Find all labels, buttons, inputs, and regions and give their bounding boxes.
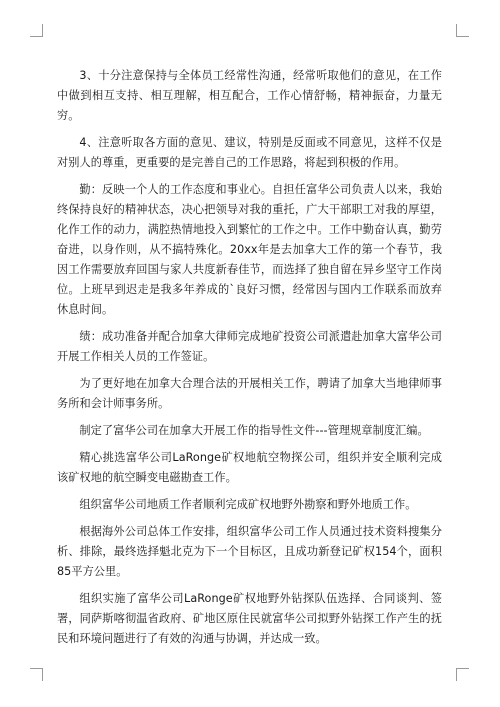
paragraph-airborne-survey: 精心挑选富华公司LaRonge矿权地航空物探公司，组织并安全顺利完成该矿权地的航空瞬变电磁勘查工作。 <box>57 451 442 484</box>
paragraph-diligence: 勤：反映一个人的工作态度和事业心。自担任富华公司负责人以来，我始终保持良好的精神状态，决心把领导对我的重托，广大干部职工对我的厚望，化作工作的动力，满腔热情地投入到繁忙的工作之中。工作中勤奋认真，勤劳奋进，以身作则，从不搞特殊化。20xx年是去加拿大工作的第一个春节，我因工作需要放弃回国与家人共度新春佳节，而选择了独自留在异乡坚守工作岗位。上班早到迟走是我多年养成的`良好习惯，经常因与国内工作联系而放弃休息时间。 <box>57 183 442 316</box>
paragraph-achievements: 绩：成功准备并配合加拿大律师完成地矿投资公司派遣赴加拿大富华公司开展工作相关人员的工作签证。 <box>57 330 442 363</box>
crop-mark-top-left <box>30 24 43 37</box>
crop-mark-top-right <box>456 24 469 37</box>
paragraph-regulations: 制定了富华公司在加拿大开展工作的指导性文件---管理规章制度汇编。 <box>79 424 429 437</box>
paragraph-drilling: 组织实施了富华公司LaRonge矿权地野外钻探队伍选择、合同谈判、签署，同萨斯喀彻温省政府、矿地区原住民就富华公司拟野外钻探工作产生的抚民和环境问题进行了有效的沟通与协调，并达成一致。 <box>57 592 442 645</box>
crop-mark-bottom-left <box>30 668 43 681</box>
paragraph-quebec: 根据海外公司总体工作安排，组织富华公司工作人员通过技术资料搜集分析、排除，最终选择魁北克为下一个目标区，且成功新登记矿权154个，面积85平方公里。 <box>57 525 442 578</box>
crop-mark-bottom-right <box>456 668 469 681</box>
paragraph-communication: 3、十分注意保持与全体员工经常性沟通，经常听取他们的意见，在工作中做到相互支持、相互理解，相互配合，工作心情舒畅，精神振奋，力量无穷。 <box>57 69 442 122</box>
paragraph-listening: 4、注意听取各方面的意见、建议，特别是反面或不同意见，这样不仅是对别人的尊重，更重要的是完善自己的工作思路，将起到积极的作用。 <box>57 136 442 169</box>
document-body <box>57 66 442 656</box>
paragraph-law-firms: 为了更好地在加拿大合理合法的开展相关工作，聘请了加拿大当地律师事务所和会计师事务所。 <box>57 377 442 410</box>
paragraph-field-geology: 组织富华公司地质工作者顺利完成矿权地野外勘察和野外地质工作。 <box>79 498 417 511</box>
